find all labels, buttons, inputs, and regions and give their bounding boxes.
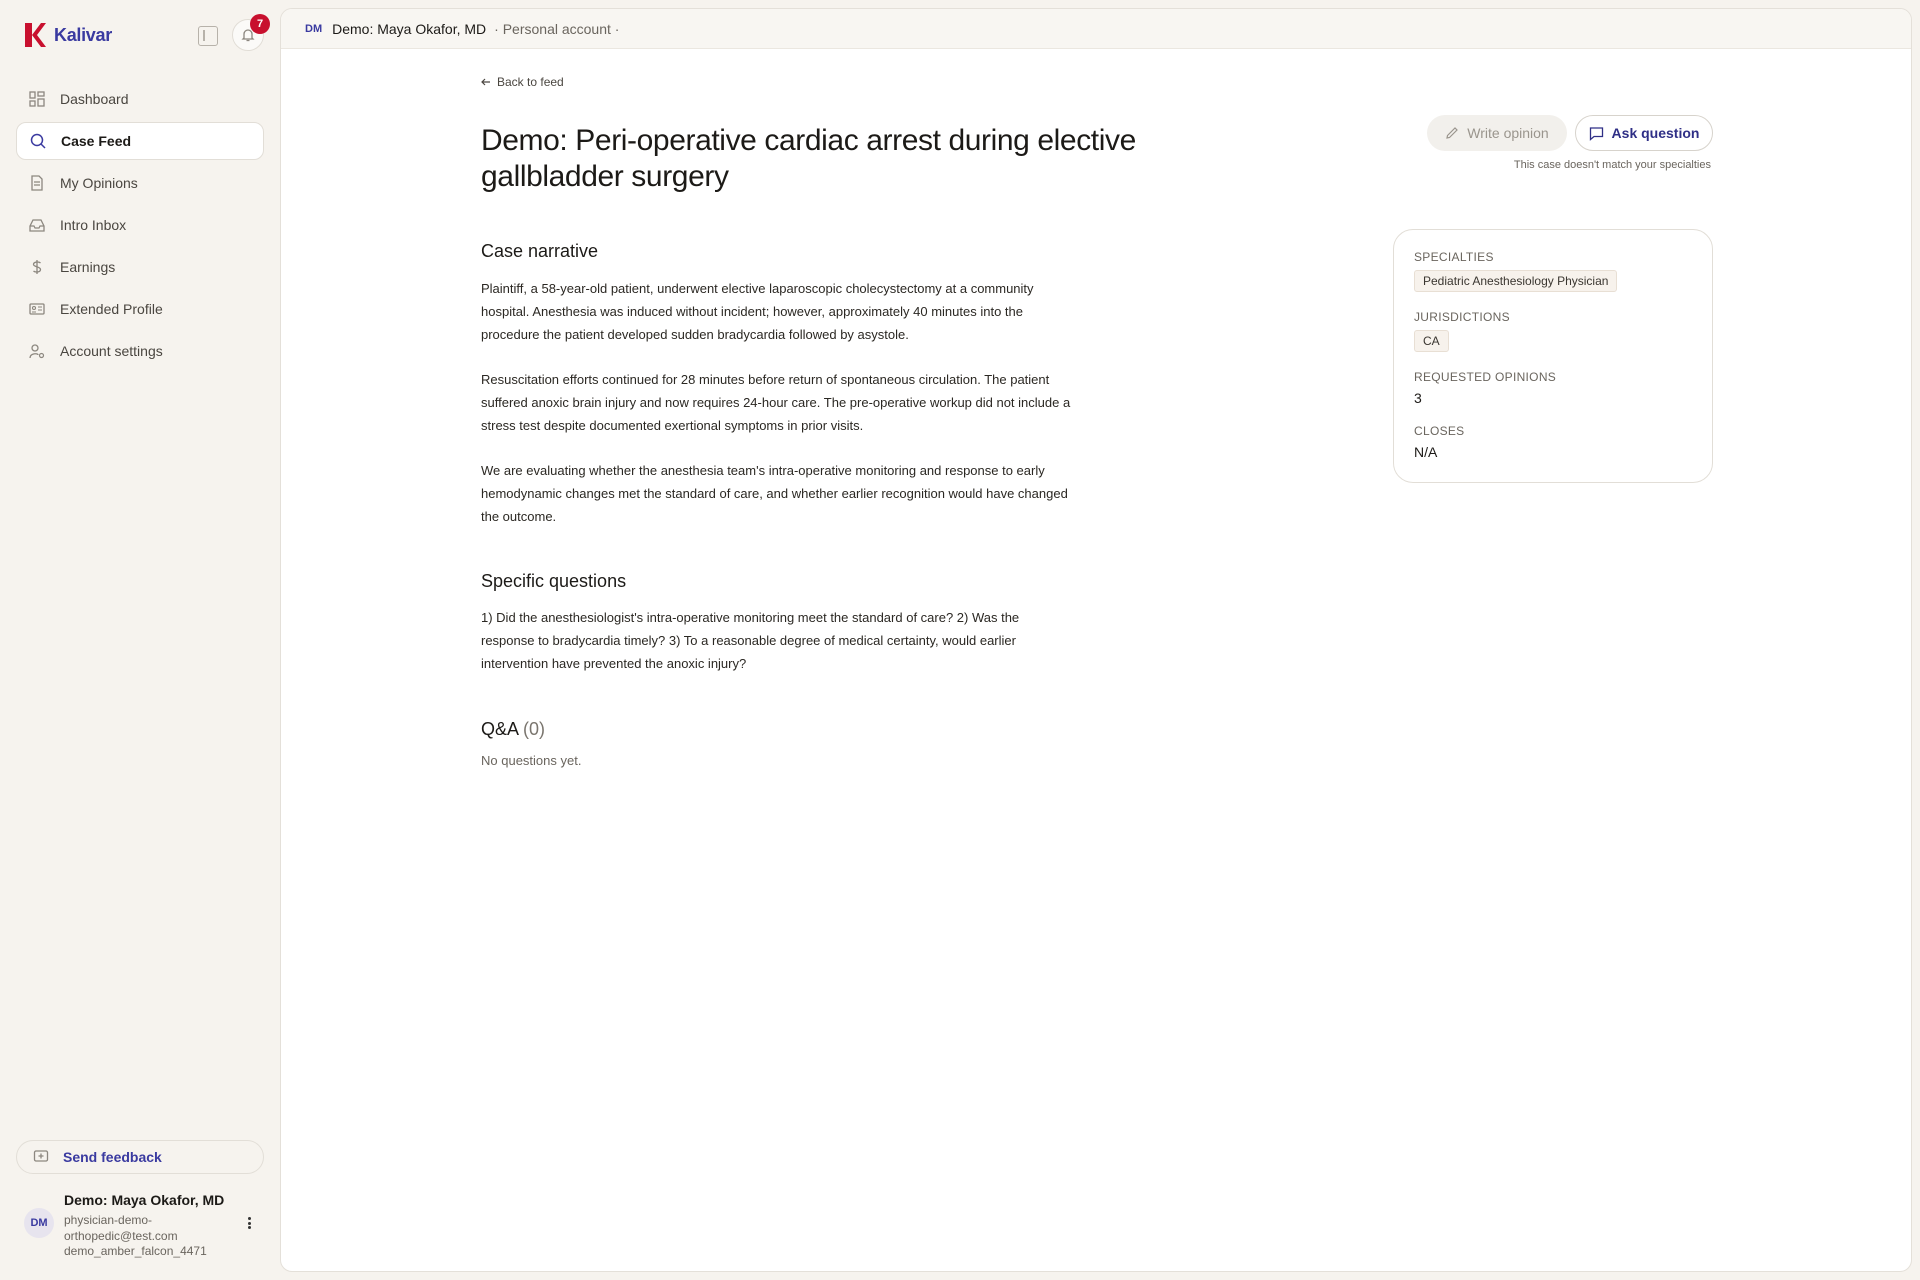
user-email: physician-demo-orthopedic@test.com [64,1213,178,1243]
send-feedback-button[interactable] [16,1140,264,1174]
page-title: Demo: Peri-operative cardiac arrest during elective gallbladder surgery [481,124,1136,193]
requested-opinions-label: REQUESTED OPINIONS [1414,370,1557,384]
dollar-icon [28,258,46,276]
sidebar-nav [16,80,264,374]
specialties-label: SPECIALTIES [1414,250,1494,264]
brand[interactable] [24,22,112,48]
topbar [281,9,1911,49]
user-profile[interactable] [24,1190,264,1270]
back-to-feed-link[interactable] [481,75,564,89]
sidebar-item-label: My Opinions [60,175,138,191]
inbox-icon [28,216,46,234]
write-opinion-button[interactable] [1427,115,1567,151]
case-info-card [1393,229,1713,483]
closes-label: CLOSES [1414,424,1465,438]
narrative-paragraph: Plaintiff, a 58-year-old patient, underwent elective laparoscopic cholecystectomy at a community hospital. Anesthesia was induced without incident; however, approximately 40 minutes into the procedure the patient developed sudden bradycardia followed by asystole. [481,281,1034,342]
narrative-paragraph: We are evaluating whether the anesthesia team's intra-operative monitoring and response to early hemodynamic changes met the standard of care, and whether earlier recognition would have changed the outcome. [481,463,1068,524]
sidebar-item-earnings[interactable] [16,248,264,286]
sidebar-item-case-feed[interactable] [16,122,264,160]
send-feedback-label: Send feedback [63,1149,162,1165]
qa-heading-label: Q&A [481,719,519,739]
ask-question-label: Ask question [1611,125,1700,141]
id-card-icon [28,300,46,318]
grid-icon [28,90,46,108]
qa-heading [481,719,545,740]
kalivar-logo-icon [24,22,46,48]
sidebar-item-intro-inbox[interactable] [16,206,264,244]
narrative-paragraph: Resuscitation efforts continued for 28 minutes before return of spontaneous circulation. The patient suffered anoxic brain injury and now requires 24-hour care. The pre-operative workup did not include a stress test despite documented exertional symptoms in prior visits. [481,372,1071,433]
main-panel [280,8,1912,1272]
document-icon [28,174,46,192]
pencil-icon [1445,126,1459,140]
qa-count: (0) [523,719,546,739]
chat-bubble-icon [1589,126,1604,141]
sidebar-item-my-opinions[interactable] [16,164,264,202]
sidebar-item-extended-profile[interactable] [16,290,264,328]
sidebar-item-label: Dashboard [60,91,129,107]
brand-name: Kalivar [54,24,112,45]
more-options-icon[interactable] [244,1214,254,1232]
specialty-mismatch-note: This case doesn't match your specialties [1513,159,1711,171]
sidebar-item-label: Account settings [60,343,163,359]
specialty-tag: Pediatric Anesthesiology Physician [1414,270,1617,292]
collapse-sidebar-icon[interactable] [198,26,218,46]
sidebar-item-dashboard[interactable] [16,80,264,118]
sidebar-item-label: Earnings [60,259,116,275]
sidebar-item-account-settings[interactable] [16,332,264,370]
user-name: Demo: Maya Okafor, MD [64,1192,225,1208]
case-narrative-heading: Case narrative [481,241,599,261]
no-questions-text: No questions yet. [481,753,582,768]
account-type[interactable]: · Personal account · [494,20,620,37]
ask-question-button[interactable] [1575,115,1713,151]
user-gear-icon [28,342,46,360]
notification-badge: 7 [250,14,270,34]
topbar-user-name: Demo: Maya Okafor, MD [332,20,487,37]
back-label: Back to feed [497,75,564,89]
write-opinion-label: Write opinion [1467,125,1549,141]
user-handle: demo_amber_falcon_4471 [64,1244,207,1258]
requested-opinions-value: 3 [1414,390,1422,406]
sidebar-item-label: Extended Profile [60,301,163,317]
jurisdiction-tag: CA [1414,330,1449,352]
topbar-avatar: DM [305,22,323,35]
specific-questions-text: 1) Did the anesthesiologist's intra-operative monitoring meet the standard of care? 2) Was the response to bradycardia timely? 3) To a reasonable degree of medical certainty, would earlier intervention have prevented the anoxic injury? [481,610,1020,671]
jurisdictions-label: JURISDICTIONS [1414,310,1510,324]
arrow-left-icon [481,77,491,87]
sidebar-item-label: Intro Inbox [60,217,127,233]
sidebar [0,0,280,1280]
specific-questions-heading: Specific questions [481,571,627,591]
closes-value: N/A [1414,444,1438,460]
sidebar-item-label: Case Feed [61,133,132,149]
feedback-icon [33,1149,49,1165]
avatar: DM [24,1208,54,1238]
search-icon [29,132,47,150]
